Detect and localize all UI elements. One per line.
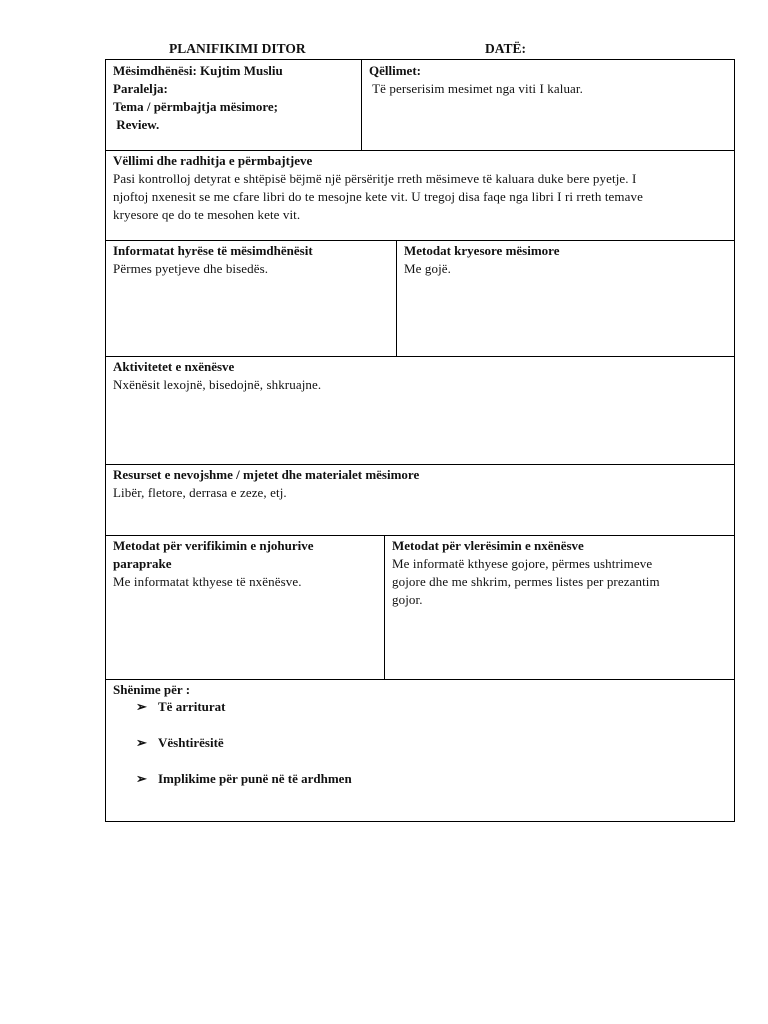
assessment-label: Metodat për vlerësimin e nxënësve xyxy=(392,538,584,553)
page-header xyxy=(105,41,735,59)
main-methods-label: Metodat kryesore mësimore xyxy=(404,243,560,258)
main-methods-text: Me gojë. xyxy=(404,261,452,276)
verification-cell xyxy=(106,536,384,592)
resources-text: Libër, fletore, derrasa e zeze, etj. xyxy=(113,485,287,500)
verification-label-1: Metodat për verifikimin e njohurive xyxy=(113,538,314,553)
notes-cell xyxy=(106,680,734,820)
arrow-bullet-icon: ➢ xyxy=(136,735,147,750)
scope-line-2: njoftoj nxenesit se me cfare libri do te mesojne kete vit. U tregoj disa faqe nga libri I ri rreth temave xyxy=(113,189,643,204)
verification-text: Me informatat kthyese të nxënësve. xyxy=(113,574,302,589)
assessment-cell xyxy=(385,536,734,610)
assessment-line-2: gojore dhe me shkrim, permes listes per prezantim xyxy=(392,574,660,589)
class-label: Paralelja: xyxy=(113,81,168,96)
date-label: DATË: xyxy=(485,41,527,56)
resources-label: Resurset e nevojshme / mjetet dhe materialet mësimore xyxy=(113,467,420,482)
scope-line-1: Pasi kontrolloj detyrat e shtëpisë bëjmë një përsëritje rreth mësimeve të kaluara duke bere pyetje. I xyxy=(113,171,637,186)
topic-value: Review. xyxy=(113,117,160,132)
list-item: ➢ Implikime për punë në të ardhmen xyxy=(136,771,352,786)
main-methods-cell xyxy=(397,241,734,279)
arrow-bullet-icon: ➢ xyxy=(136,699,147,714)
activities-text: Nxënësit lexojnë, bisedojnë, shkruajne. xyxy=(113,377,322,392)
scope-line-3: kryesore qe do te mesohen kete vit. xyxy=(113,207,301,222)
notes-label: Shënime për : xyxy=(113,682,191,697)
plan-table xyxy=(105,59,735,822)
teacher-input-cell xyxy=(106,241,396,279)
scope-cell xyxy=(106,151,734,225)
activities-label: Aktivitetet e nxënësve xyxy=(113,359,235,374)
assessment-line-3: gojor. xyxy=(392,592,423,607)
scope-label: Vëllimi dhe radhitja e përmbajtjeve xyxy=(113,153,313,168)
goals-text: Të perserisim mesimet nga viti I kaluar. xyxy=(369,81,583,96)
goals-cell xyxy=(362,61,734,99)
teacher-info-cell xyxy=(106,61,361,135)
teacher-input-label: Informatat hyrëse të mësimdhënësit xyxy=(113,243,313,258)
arrow-bullet-icon: ➢ xyxy=(136,771,147,786)
activities-cell xyxy=(106,357,734,395)
assessment-line-1: Me informatë kthyese gojore, përmes ushtrimeve xyxy=(392,556,653,571)
goals-label: Qëllimet: xyxy=(369,63,421,78)
page-title: PLANIFIKIMI DITOR xyxy=(169,41,306,56)
resources-cell xyxy=(106,465,734,503)
list-item: ➢ Vështirësitë xyxy=(136,735,224,750)
list-item: ➢ Të arriturat xyxy=(136,699,226,714)
verification-label-2: paraprake xyxy=(113,556,172,571)
teacher-input-text: Përmes pyetjeve dhe bisedës. xyxy=(113,261,269,276)
topic-label: Tema / përmbajtja mësimore; xyxy=(113,99,278,114)
teacher-name: Mësimdhënësi: Kujtim Musliu xyxy=(113,63,283,78)
